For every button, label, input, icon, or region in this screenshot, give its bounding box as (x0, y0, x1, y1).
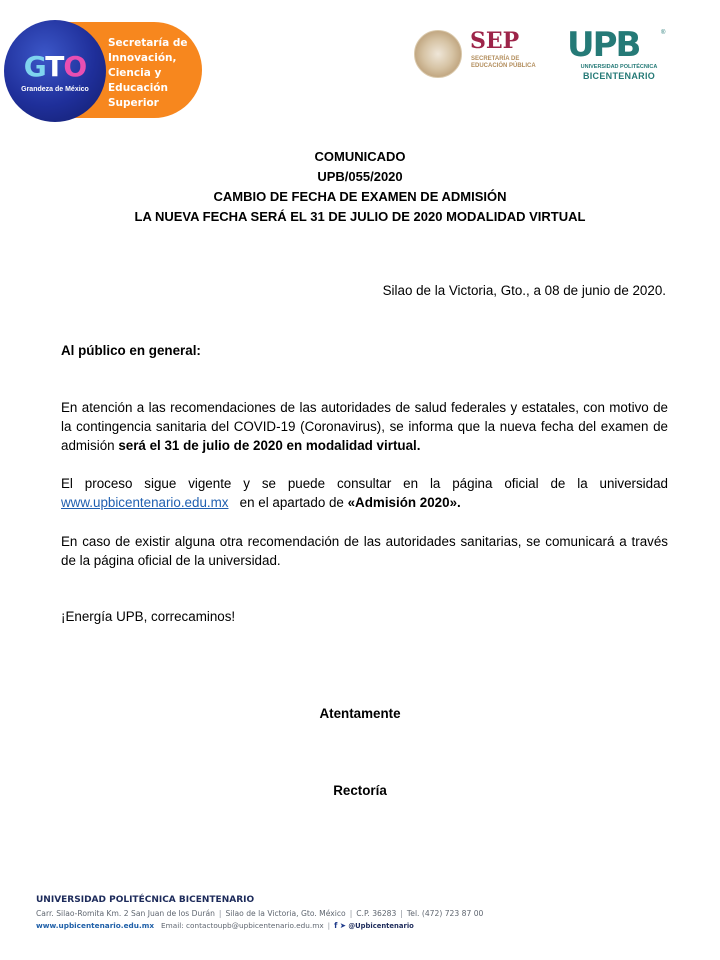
university-website-link[interactable]: www.upbicentenario.edu.mx (61, 495, 229, 510)
heading-line-new-date: LA NUEVA FECHA SERÁ EL 31 DE JULIO DE 2020 MODALIDAD VIRTUAL (134, 209, 586, 224)
registered-mark: ® (661, 30, 666, 36)
footer-separator: | (400, 909, 403, 918)
paragraph-process (61, 474, 668, 512)
paragraph-announcement-text: En atención a las recomendaciones de las autoridades de salud federales y estatales, con motivo de la contingencia sanitaria del COVID-19 (Coronavirus), se informa que la nueva fecha del examen de admisión (61, 400, 668, 453)
footer-contact-line (36, 920, 696, 932)
paragraph-announcement-bold: será el 31 de julio de 2020 en modalidad virtual. (118, 438, 421, 453)
facebook-icon[interactable]: f (334, 921, 338, 930)
footer-separator: | (349, 909, 353, 918)
twitter-icon[interactable]: ➤ (339, 921, 346, 930)
mexico-coat-of-arms-icon (414, 30, 462, 78)
footer-address-line (36, 907, 696, 920)
footer-postal-code: C.P. 36283 (356, 909, 397, 918)
sep-logo (414, 28, 534, 82)
heading-line-reference: UPB/055/2020 (317, 169, 403, 184)
gto-secretaria-logo (4, 20, 204, 122)
footer-separator: | (327, 921, 331, 930)
footer-separator: | (218, 909, 222, 918)
gto-wordmark (12, 50, 98, 83)
footer-university-name: UNIVERSIDAD POLITÉCNICA BICENTENARIO (36, 895, 255, 905)
signature-office: Rectoría (333, 783, 387, 798)
footer-address: Carr. Silao-Romita Km. 2 San Juan de los Durán (36, 909, 215, 918)
upb-subtitle-top: UNIVERSIDAD POLITÉCNICA (580, 64, 658, 70)
sep-wordmark: SEP (470, 28, 520, 54)
paragraph-announcement (61, 398, 668, 455)
footer-social-handle[interactable]: @Upbicentenario (348, 922, 414, 930)
sep-subtitle: SECRETARÍA DE EDUCACIÓN PÚBLICA (471, 56, 536, 69)
dateline: Silao de la Victoria, Gto., a 08 de junio de 2020. (382, 283, 666, 298)
footer-website-link[interactable]: www.upbicentenario.edu.mx (36, 921, 155, 930)
upb-logo (563, 26, 675, 86)
footer-email[interactable]: Email: contactoupb@upbicentenario.edu.mx (161, 921, 324, 930)
upb-wordmark: UPB (567, 25, 640, 65)
heading-line-subject: CAMBIO DE FECHA DE EXAMEN DE ADMISIÓN (213, 189, 507, 204)
salutation: Al público en general: (61, 343, 201, 358)
footer-phone: Tel. (472) 723 87 00 (406, 909, 484, 918)
paragraph-process-bold: «Admisión 2020». (347, 495, 461, 510)
paragraph-recommendations: En caso de existir alguna otra recomendación de las autoridades sanitarias, se comunicará a través de la página oficial de la universidad. (61, 534, 668, 568)
heading-line-comunicado: COMUNICADO (314, 149, 406, 164)
gto-secretaria-name: Secretaría de Innovación, Ciencia y Educación Superior (108, 37, 188, 109)
communique-heading (0, 147, 720, 227)
paragraph-process-text2: en el apartado de (228, 495, 348, 510)
paragraph-process-text: El proceso sigue vigente y se puede consultar en la página oficial de la universidad (61, 476, 668, 491)
gto-wordmark-text: GTO (23, 50, 87, 83)
footer (36, 894, 696, 932)
footer-city: Silao de la Victoria, Gto. México (225, 909, 346, 918)
closing-slogan: ¡Energía UPB, correcaminos! (61, 609, 236, 624)
gto-tagline: Grandeza de México (21, 86, 89, 93)
signature-regards: Atentamente (319, 706, 401, 721)
upb-subtitle-bottom: BICENTENARIO (582, 71, 656, 81)
